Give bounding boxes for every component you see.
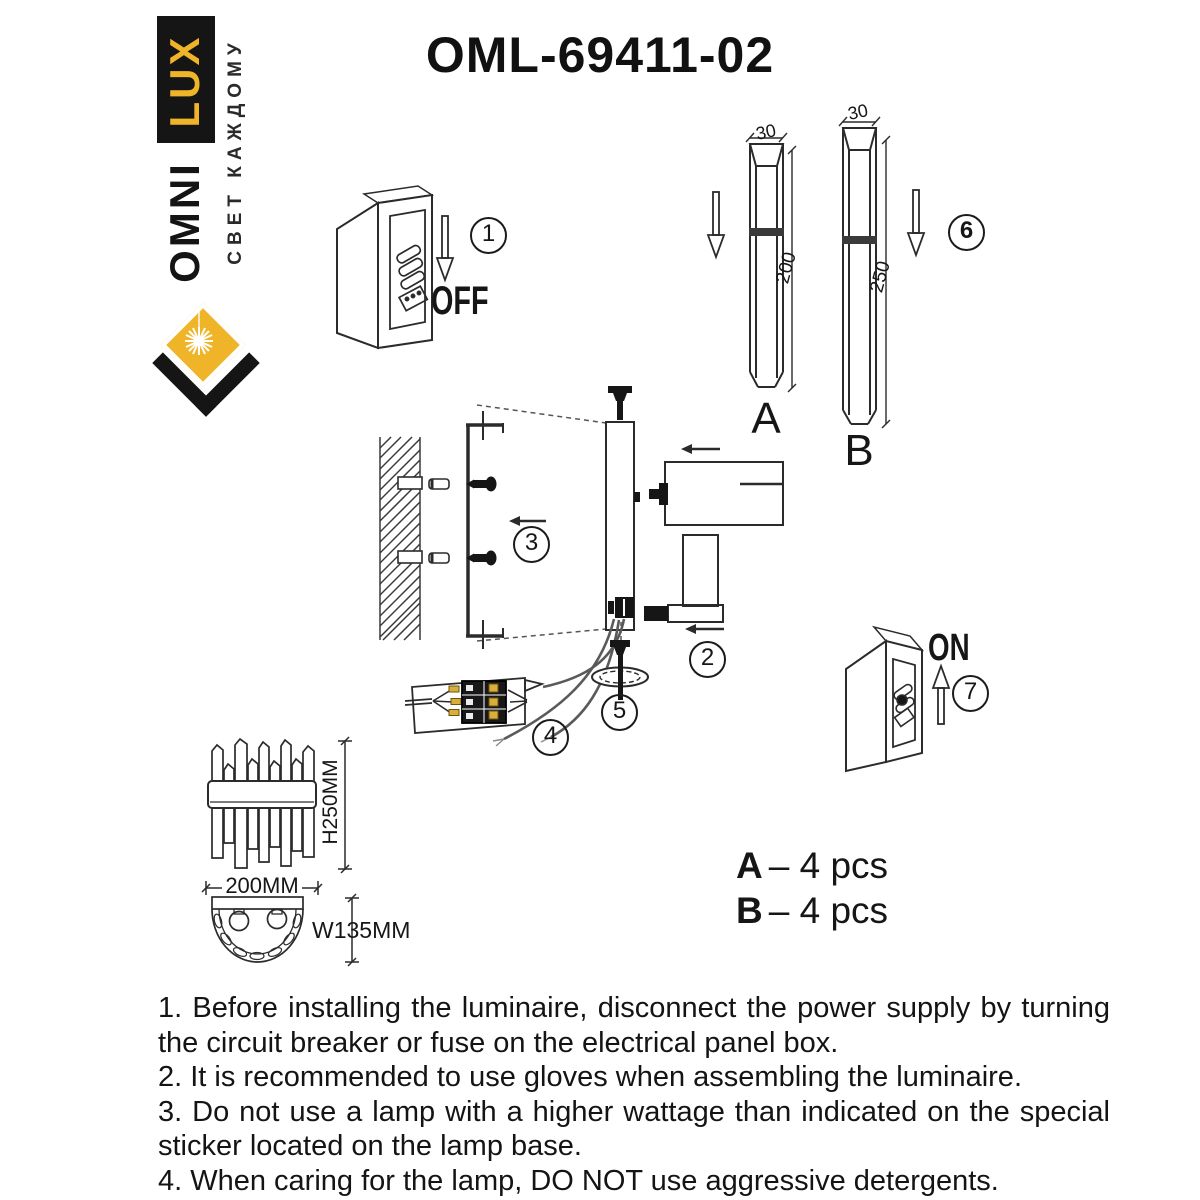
part-b-label: B bbox=[844, 426, 874, 475]
fixture-front-view bbox=[208, 739, 316, 868]
projection-dashed-lines bbox=[477, 405, 606, 641]
step-1-badge: 1 bbox=[470, 217, 507, 254]
arrow-down-part-b-icon bbox=[908, 190, 924, 255]
part-a-top-width-label: 30 bbox=[754, 120, 778, 144]
part-a-length-label: 200 bbox=[772, 249, 801, 286]
arrow-down-part-a-icon bbox=[708, 192, 724, 257]
wall-anchors bbox=[429, 479, 449, 563]
arrow-up-step7-icon bbox=[933, 666, 949, 724]
breaker-box-off-illustration bbox=[337, 186, 432, 348]
mounting-screws bbox=[466, 477, 497, 566]
lamp-backplate bbox=[606, 386, 640, 650]
width-dimension-label: 200MM bbox=[225, 873, 299, 898]
finial-screw-washer bbox=[592, 640, 648, 700]
note-1: 1. Before installing the luminaire, disconnect the power supply by turning the circuit breaker or fuse on the electrical panel box. bbox=[158, 992, 1110, 1059]
step-4-badge: 4 bbox=[532, 719, 569, 756]
depth-dimension-label: W135MM bbox=[312, 917, 411, 943]
part-b-top-width-label: 30 bbox=[846, 100, 870, 124]
part-b-quantity-count: – 4 pcs bbox=[768, 890, 889, 931]
logo-omni-text: OMNI bbox=[161, 161, 208, 283]
step-6-badge: 6 bbox=[948, 214, 985, 251]
part-a-quantity-letter: A bbox=[736, 845, 763, 886]
on-switch-label: ON bbox=[928, 627, 970, 669]
note-3: 3. Do not use a lamp with a higher wattage than indicated on the special sticker located on the lamp base. bbox=[158, 1095, 1110, 1162]
part-a-quantity bbox=[736, 845, 888, 887]
page-title: OML-69411-02 bbox=[425, 27, 775, 83]
mounting-bracket bbox=[466, 411, 503, 649]
step-5-badge: 5 bbox=[601, 694, 638, 731]
installation-notes bbox=[158, 991, 1110, 1198]
note-4: 4. When caring for the lamp, DO NOT use aggressive detergents. bbox=[158, 1164, 999, 1197]
note-2: 2. It is recommended to use gloves when assembling the luminaire. bbox=[158, 1061, 1022, 1093]
wall-hatching bbox=[380, 437, 420, 640]
breaker-box-on-illustration bbox=[846, 627, 922, 771]
arrow-left-step2-upper-icon bbox=[681, 444, 720, 454]
step-2-badge: 2 bbox=[689, 641, 726, 678]
off-switch-label: OFF bbox=[431, 279, 489, 323]
height-dimension-label: H250MM bbox=[319, 759, 342, 845]
housing-part-lower bbox=[644, 535, 723, 622]
part-b-length-label: 250 bbox=[866, 258, 895, 295]
part-a-label: A bbox=[751, 394, 781, 443]
step-7-badge: 7 bbox=[952, 675, 989, 712]
part-b-quantity-letter: B bbox=[736, 890, 763, 931]
logo-lux-text: LUX bbox=[161, 34, 208, 128]
logo-starburst-icon bbox=[177, 303, 221, 379]
step-3-badge: 3 bbox=[513, 526, 550, 563]
logo-tagline: СВЕТ КАЖДОМУ bbox=[225, 37, 246, 265]
fixture-bottom-view bbox=[212, 897, 303, 962]
top-screw-icon bbox=[608, 386, 632, 420]
arrow-down-step1-icon bbox=[437, 216, 453, 280]
part-a-quantity-count: – 4 pcs bbox=[768, 845, 889, 886]
housing-part-upper bbox=[649, 462, 783, 525]
terminal-box bbox=[405, 678, 542, 733]
wire-ferrules-left bbox=[449, 686, 461, 716]
arrow-left-step2-lower-icon bbox=[685, 624, 724, 634]
arrow-left-step3-icon bbox=[509, 516, 546, 526]
part-b-quantity bbox=[736, 890, 888, 932]
